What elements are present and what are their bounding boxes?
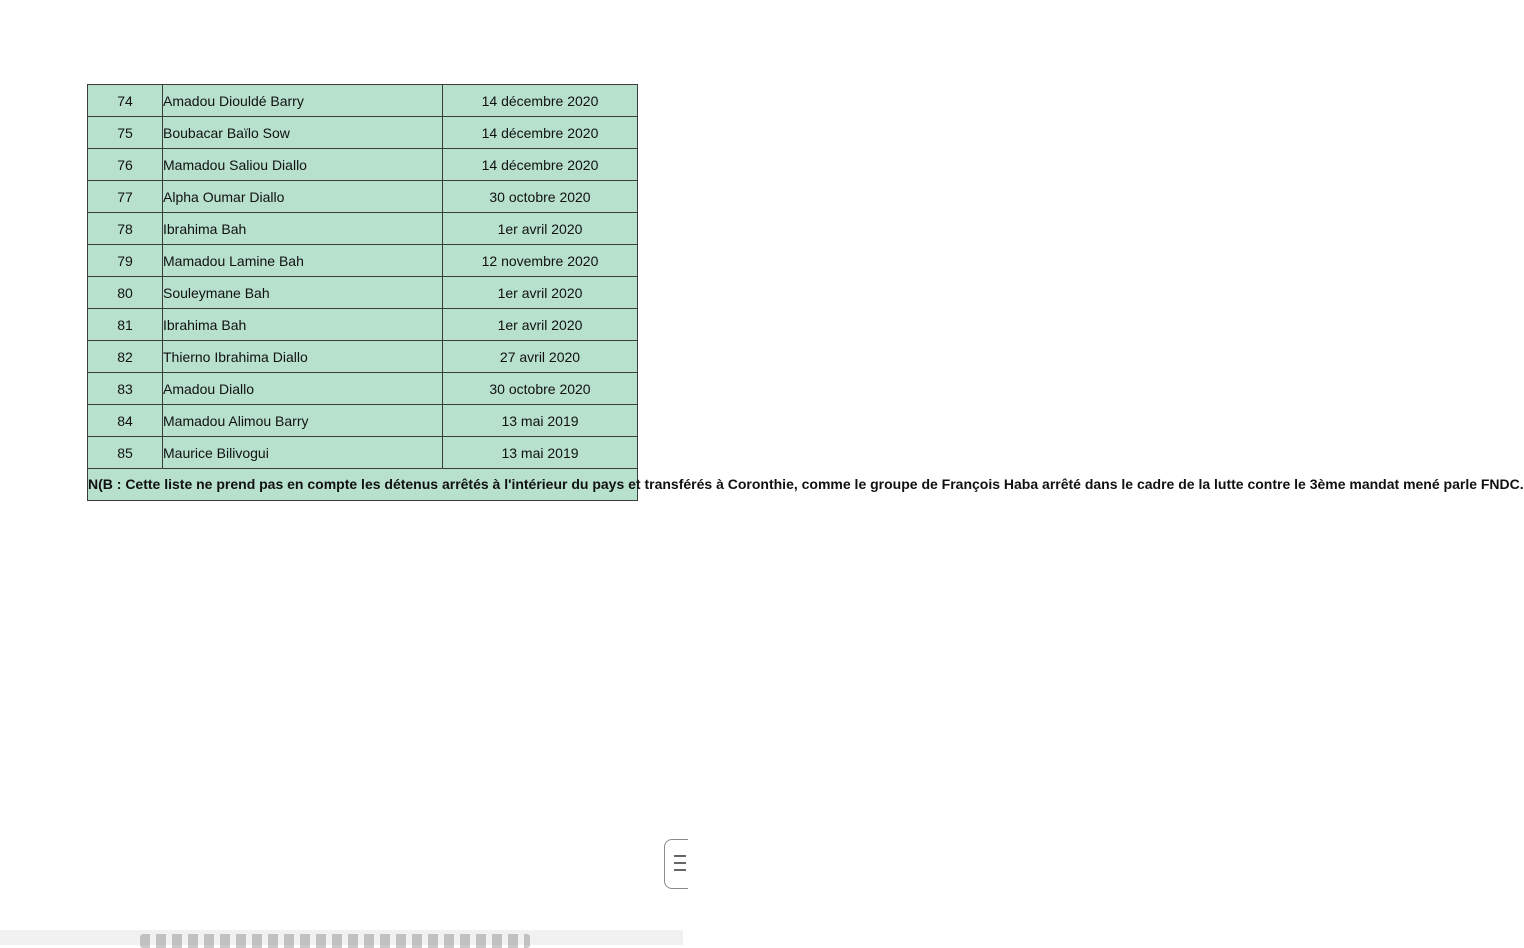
row-name: Ibrahima Bah	[163, 213, 443, 245]
row-number: 75	[88, 117, 163, 149]
footnote-text: N(B : Cette liste ne prend pas en compte les détenus arrêtés à l'intérieur du pays et transférés à Coronthie, comme le groupe de François Haba arrêté dans le cadre de la lutte contre le 3ème mandat mené parle FNDC.	[88, 469, 638, 501]
note-row	[88, 469, 638, 501]
detainee-table-body	[88, 85, 1524, 501]
table-row	[88, 405, 638, 437]
table-row	[88, 341, 638, 373]
menu-lines-icon	[674, 862, 686, 864]
detainee-table	[87, 84, 1524, 501]
row-name: Souleymane Bah	[163, 277, 443, 309]
row-date: 27 avril 2020	[443, 341, 638, 373]
row-name: Ibrahima Bah	[163, 309, 443, 341]
row-date: 14 décembre 2020	[443, 149, 638, 181]
row-number: 79	[88, 245, 163, 277]
row-name: Alpha Oumar Diallo	[163, 181, 443, 213]
table-row	[88, 85, 638, 117]
row-date: 12 novembre 2020	[443, 245, 638, 277]
row-number: 80	[88, 277, 163, 309]
row-number: 76	[88, 149, 163, 181]
row-name: Amadou Diallo	[163, 373, 443, 405]
row-date: 13 mai 2019	[443, 437, 638, 469]
row-name: Boubacar Baïlo Sow	[163, 117, 443, 149]
table-row	[88, 277, 638, 309]
row-number: 82	[88, 341, 163, 373]
table-row	[88, 309, 638, 341]
row-name: Mamadou Saliou Diallo	[163, 149, 443, 181]
row-date: 1er avril 2020	[443, 309, 638, 341]
cropped-caption-text	[140, 934, 530, 948]
row-number: 84	[88, 405, 163, 437]
row-date: 30 octobre 2020	[443, 181, 638, 213]
row-number: 77	[88, 181, 163, 213]
table-row	[88, 117, 638, 149]
bottom-caption-bar	[0, 930, 683, 945]
row-date: 14 décembre 2020	[443, 117, 638, 149]
row-date: 30 octobre 2020	[443, 373, 638, 405]
row-number: 83	[88, 373, 163, 405]
row-name: Thierno Ibrahima Diallo	[163, 341, 443, 373]
table-row	[88, 149, 638, 181]
table-row	[88, 213, 638, 245]
row-number: 85	[88, 437, 163, 469]
menu-lines-icon	[674, 855, 686, 857]
row-number: 74	[88, 85, 163, 117]
row-name: Mamadou Lamine Bah	[163, 245, 443, 277]
row-name: Maurice Bilivogui	[163, 437, 443, 469]
row-number: 81	[88, 309, 163, 341]
row-date: 14 décembre 2020	[443, 85, 638, 117]
row-date: 13 mai 2019	[443, 405, 638, 437]
row-name: Mamadou Alimou Barry	[163, 405, 443, 437]
table-row	[88, 181, 638, 213]
row-name: Amadou Diouldé Barry	[163, 85, 443, 117]
menu-lines-icon	[674, 869, 686, 871]
table-row	[88, 437, 638, 469]
row-number: 78	[88, 213, 163, 245]
row-date: 1er avril 2020	[443, 213, 638, 245]
table-row	[88, 373, 638, 405]
table-row	[88, 245, 638, 277]
side-panel-handle[interactable]	[664, 839, 688, 889]
row-date: 1er avril 2020	[443, 277, 638, 309]
